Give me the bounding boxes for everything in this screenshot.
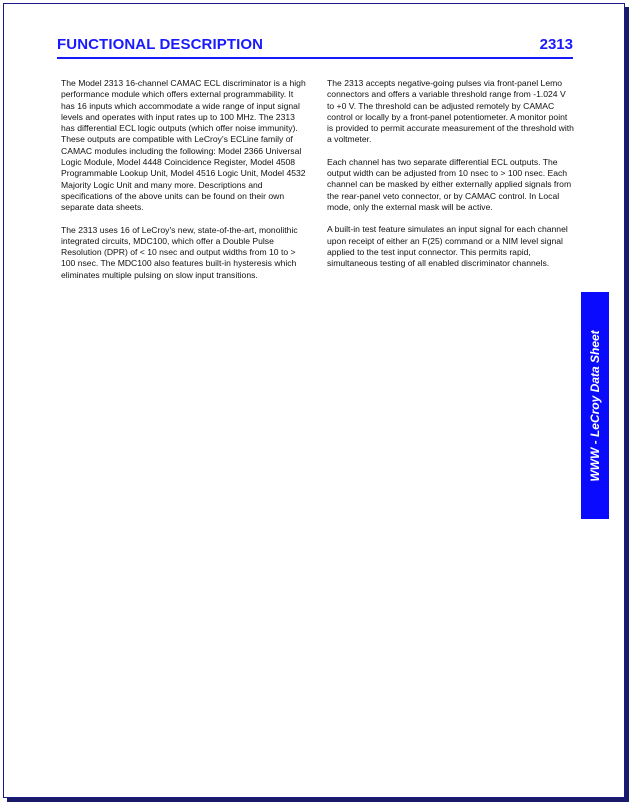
page-title: FUNCTIONAL DESCRIPTION — [57, 36, 264, 53]
side-tab-label: WWW - LeCroy Data Sheet — [588, 329, 602, 482]
header-rule — [57, 57, 573, 59]
paragraph: A built-in test feature simulates an input signal for each channel upon receipt of either an F(25) command or a NIM level signal applied to the test input connector. This permits rapid, simultaneous testing of all enabled discriminator channels. — [327, 224, 568, 269]
paragraph: The 2313 accepts negative-going pulses via front-panel Lemo connectors and offers a variable threshold range from -1.024 V to +0 V. The threshold can be adjusted remotely by CAMAC control or locally by a front-panel potentiometer. A monitor point is provided to permit accurate measurement of the threshold with a voltmeter. — [327, 78, 574, 145]
paragraph: Each channel has two separate differential ECL outputs. The output width can be adjusted from 10 nsec to > 100 nsec. Each channel can be masked by either externally applied signals from the rear-panel veto connector, or by CAMAC control. In Local mode, only the external mask will be active. — [327, 156, 572, 212]
paragraph: The Model 2313 16-channel CAMAC ECL discriminator is a high performance module which offers external programmability. It has 16 inputs which accommodate a wide range of input signal levels and operates with input rates up to 100 MHz. The 2313 has differential ECL logic outputs (which offer noise immunity). These outputs are compatible with LeCroy's ECLine family of CAMAC modules including the following: Model 2366 Universal Logic Module, Model 4448 Coincidence Register, Model 4508 Programmable Lookup Unit, Model 4516 Logic Unit, Model 4532 Majority Logic Unit and many more. Descriptions and specifications of the above units can be found on their own separate data sheets. — [61, 78, 306, 213]
paragraph: The 2313 uses 16 of LeCroy's new, state-of-the-art, monolithic integrated circuits, MDC100, which offer a Double Pulse Resolution (DPR) of < 10 nsec and output widths from 10 to > 100 nsec. The MDC100 also features built-in hysteresis which eliminates multiple pulsing on slow input transitions. — [61, 224, 298, 280]
model-number: 2313 — [539, 36, 573, 53]
side-tab-link[interactable] — [581, 292, 609, 519]
right-column — [327, 78, 575, 280]
left-column — [61, 78, 309, 292]
page-header — [57, 36, 573, 58]
